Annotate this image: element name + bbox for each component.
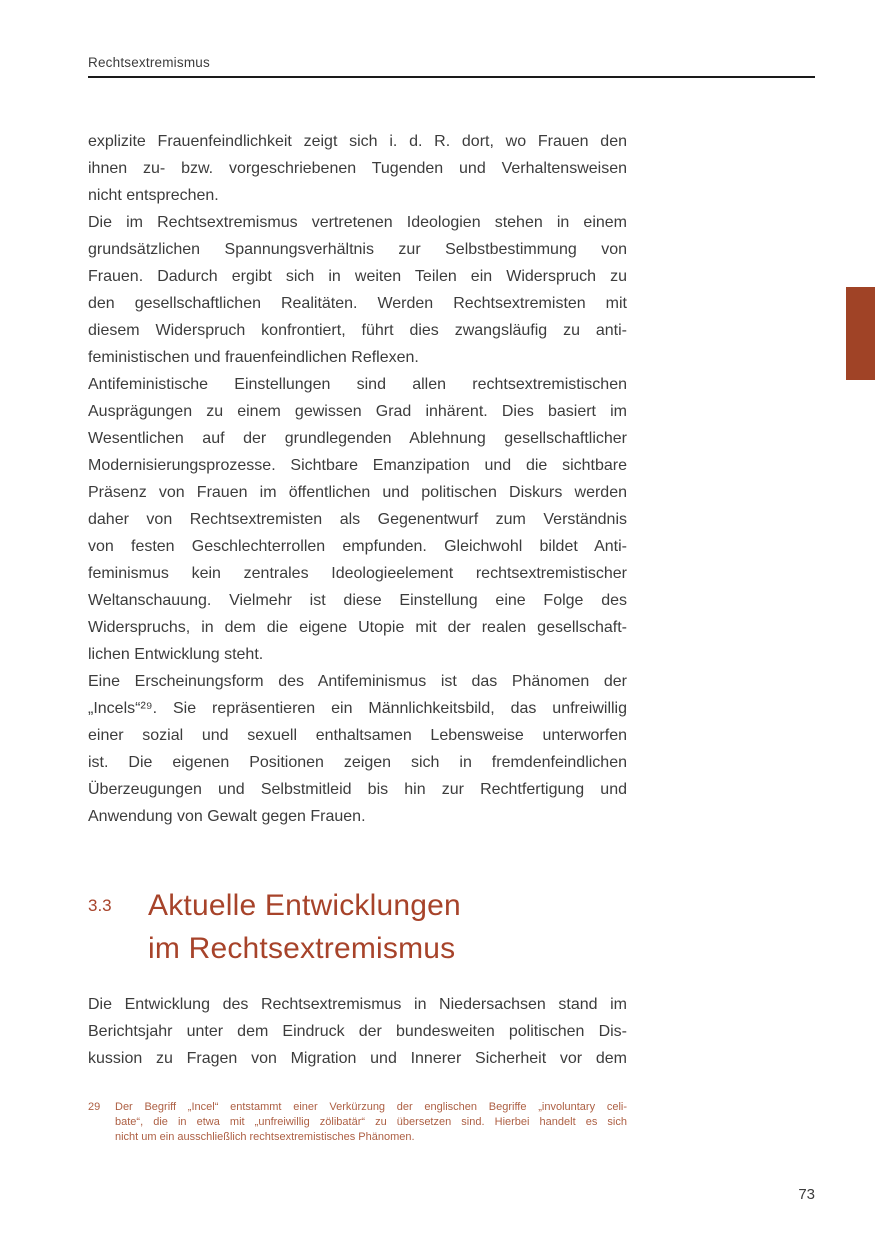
text-line: Aktuelle Entwicklungen [148, 889, 461, 922]
paragraph [88, 128, 627, 209]
paragraph [88, 991, 627, 1072]
section-number: 3.3 [88, 896, 112, 915]
text-line: Anwendung von Gewalt gegen Frauen. [88, 808, 366, 825]
body-text-column [88, 128, 627, 830]
paragraph [88, 209, 627, 371]
text-line: Die Entwicklung des Rechtsextremismus in Niedersachsen stand im [88, 996, 627, 1013]
text-line: Eine Erscheinungsform des Antifeminismus ist das Phänomen der [88, 673, 627, 690]
text-line: Modernisierungsprozesse. Sichtbare Emanzipation und die sichtbare [88, 457, 627, 474]
text-line: Wesentlichen auf der grundlegenden Ablehnung gesellschaftlicher [88, 430, 627, 447]
chapter-thumb-tab [846, 287, 875, 380]
text-line: Frauen. Dadurch ergibt sich in weiten Teilen ein Widerspruch zu [88, 268, 627, 285]
paragraph [88, 668, 627, 830]
text-line: Ausprägungen zu einem gewissen Grad inhärent. Dies basiert im [88, 403, 627, 420]
text-line: daher von Rechtsextremisten als Gegenentwurf zum Verständnis [88, 511, 627, 528]
text-line: Überzeugungen und Selbstmitleid bis hin zur Rechtfertigung und [88, 781, 627, 798]
text-line: lichen Entwicklung steht. [88, 646, 264, 663]
footnote-text [115, 1100, 627, 1145]
text-line: Weltanschauung. Vielmehr ist diese Einstellung eine Folge des [88, 592, 627, 609]
text-line: bate“, die in etwa mit „unfreiwillig zölibatär“ zu übersetzen sind. Hierbei handelt es sich [115, 1116, 627, 1128]
text-line: explizite Frauenfeindlichkeit zeigt sich i. d. R. dort, wo Frauen den [88, 133, 627, 150]
text-line: nicht um ein ausschließlich rechtsextremistisches Phänomen. [115, 1131, 415, 1143]
text-line: Präsenz von Frauen im öffentlichen und politischen Diskurs werden [88, 484, 627, 501]
text-line: grundsätzlichen Spannungsverhältnis zur Selbstbestimmung von [88, 241, 627, 258]
text-line: Antifeministische Einstellungen sind allen rechtsextremistischen [88, 376, 627, 393]
footnote [88, 1100, 627, 1145]
text-line: diesem Widerspruch konfrontiert, führt dies zwangsläufig zu anti- [88, 322, 627, 339]
text-line: feministischen und frauenfeindlichen Reflexen. [88, 349, 419, 366]
text-line: kussion zu Fragen von Migration und Innerer Sicherheit vor dem [88, 1050, 627, 1067]
text-line: nicht entsprechen. [88, 187, 219, 204]
text-line: „Incels“²⁹. Sie repräsentieren ein Männlichkeitsbild, das unfreiwillig [88, 700, 627, 717]
paragraph [88, 371, 627, 668]
running-header: Rechtsextremismus [88, 55, 210, 70]
text-line: im Rechtsextremismus [148, 932, 456, 965]
text-line: den gesellschaftlichen Realitäten. Werden Rechtsextremisten mit [88, 295, 627, 312]
page-number: 73 [798, 1186, 815, 1203]
text-line: ihnen zu- bzw. vorgeschriebenen Tugenden und Verhaltensweisen [88, 160, 627, 177]
text-line: von festen Geschlechterrollen empfunden. Gleichwohl bildet Anti- [88, 538, 627, 555]
header-rule [88, 76, 815, 78]
text-line: feminismus kein zentrales Ideologieelement rechtsextremistischer [88, 565, 627, 582]
text-line: Die im Rechtsextremismus vertretenen Ideologien stehen in einem [88, 214, 627, 231]
section-title [148, 884, 461, 970]
text-line: einer sozial und sexuell enthaltsamen Lebensweise unterworfen [88, 727, 627, 744]
text-line: Widerspruchs, in dem die eigene Utopie mit der realen gesellschaft- [88, 619, 627, 636]
text-line: Der Begriff „Incel“ entstammt einer Verkürzung der englischen Begriffe „involuntary celi- [115, 1101, 627, 1113]
section-heading [88, 884, 461, 970]
footnote-number: 29 [88, 1101, 101, 1113]
text-line: ist. Die eigenen Positionen zeigen sich in fremdenfeindlichen [88, 754, 627, 771]
text-line: Berichtsjahr unter dem Eindruck der bundesweiten politischen Dis- [88, 1023, 627, 1040]
